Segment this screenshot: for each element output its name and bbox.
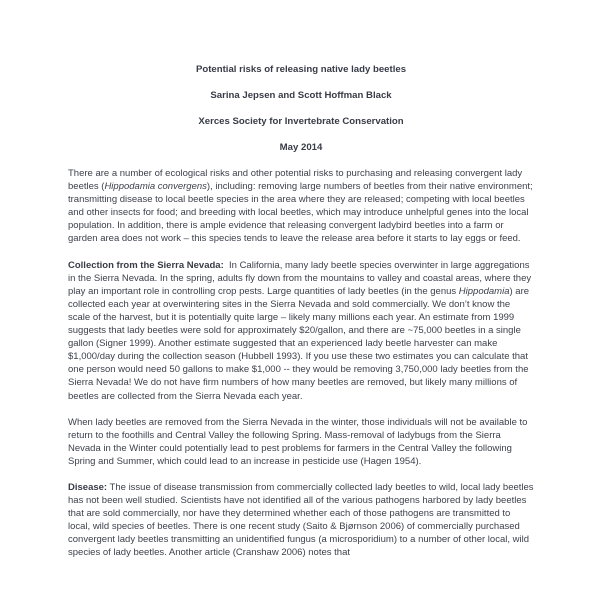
paragraph <box>68 481 537 560</box>
document-authors: Sarina Jepsen and Scott Hoffman Black <box>210 90 392 101</box>
paragraph-text: There are a number of ecological risks and other potential risks to purchasing and releasing convergent lady beetles ( <box>68 168 525 193</box>
paragraph-text: ), including: removing large numbers of beetles from their native environment; transmitting disease to local beetle species in the area where they are released; competing with local beetles and other insects for food; and breeding with local beetles, which may introduce unhelpful genes into the local population. In addition, there is ample evidence that releasing convergent ladybird beetles into a farm or garden area does not work – this species tends to leave the release area before it starts to lay eggs or feed. <box>68 181 536 245</box>
paragraph-text: In California, many lady beetle species overwinter in large aggregations in the Sierra Nevada. In the spring, adults fly down from the mountains to valley and coastal areas, where they play an important role in controlling crop pests. Large quantities of lady beetles (in the genus <box>68 259 534 297</box>
paragraph-text: When lady beetles are removed from the Sierra Nevada in the winter, those individuals will not be available to return to the foothills and Central Valley the following Spring. Mass-removal of ladybugs from the Sierra Nevada in the Winter could potentially lead to pest problems for farmers in the Central Valley the following Spring and Summer, which could lead to an increase in pesticide use (Hagen 1954). <box>68 416 531 467</box>
species-name: Hippodamia convergens <box>104 181 207 193</box>
document-organization: Xerces Society for Invertebrate Conservation <box>198 116 404 127</box>
paragraph <box>68 167 534 246</box>
paragraph <box>68 416 534 468</box>
document-title: Potential risks of releasing native lady beetles <box>195 64 407 75</box>
paragraph-lead-in: Collection from the Sierra Nevada: <box>68 259 224 271</box>
document-date: May 2014 <box>279 142 323 153</box>
document-body <box>68 167 537 560</box>
paragraph-text: ) are collected each year at overwintering sites in the Sierra Nevada and sold commercially. We don’t know the scale of the harvest, but it is potentially quite large – likely many millions each year. An estimate from 1999 suggests that lady beetles were sold for approximately $20/gallon, and there are ~75,000 beetles in a single gallon (Signer 1999). Another estimate suggested that an experienced lady beetle harvester can make $1,000/day during the collection season (Hubbell 1993). If you use these two estimates you can calculate that one person would need 50 gallons to make $1,000 -- they would be removing 3,750,000 lady beetles from the Sierra Nevada! We do not have firm numbers of how many beetles are removed, but likely many millions of beetles are collected from the Sierra Nevada each year. <box>68 285 532 402</box>
paragraph-text: The issue of disease transmission from commercially collected lady beetles to wild, local lady beetles has not been well studied. Scientists have not identified all of the various pathogens harbored by lady beetles that are sold commercially, nor have they determined whether each of those pathogens are transmitted to local, wild species of beetles. There is one recent study (Saito & Bjørnson 2006) of commercially purchased convergent lady beetles transmitting an unidentified fungus (a microsporidium) to a number of other local, wild species of lady beetles. Another article (Cranshaw 2006) notes that <box>68 481 537 559</box>
document-content <box>68 63 537 573</box>
paragraph <box>68 259 534 403</box>
species-name: Hippodamia <box>458 285 510 297</box>
paragraph-lead-in: Disease: <box>68 481 108 493</box>
